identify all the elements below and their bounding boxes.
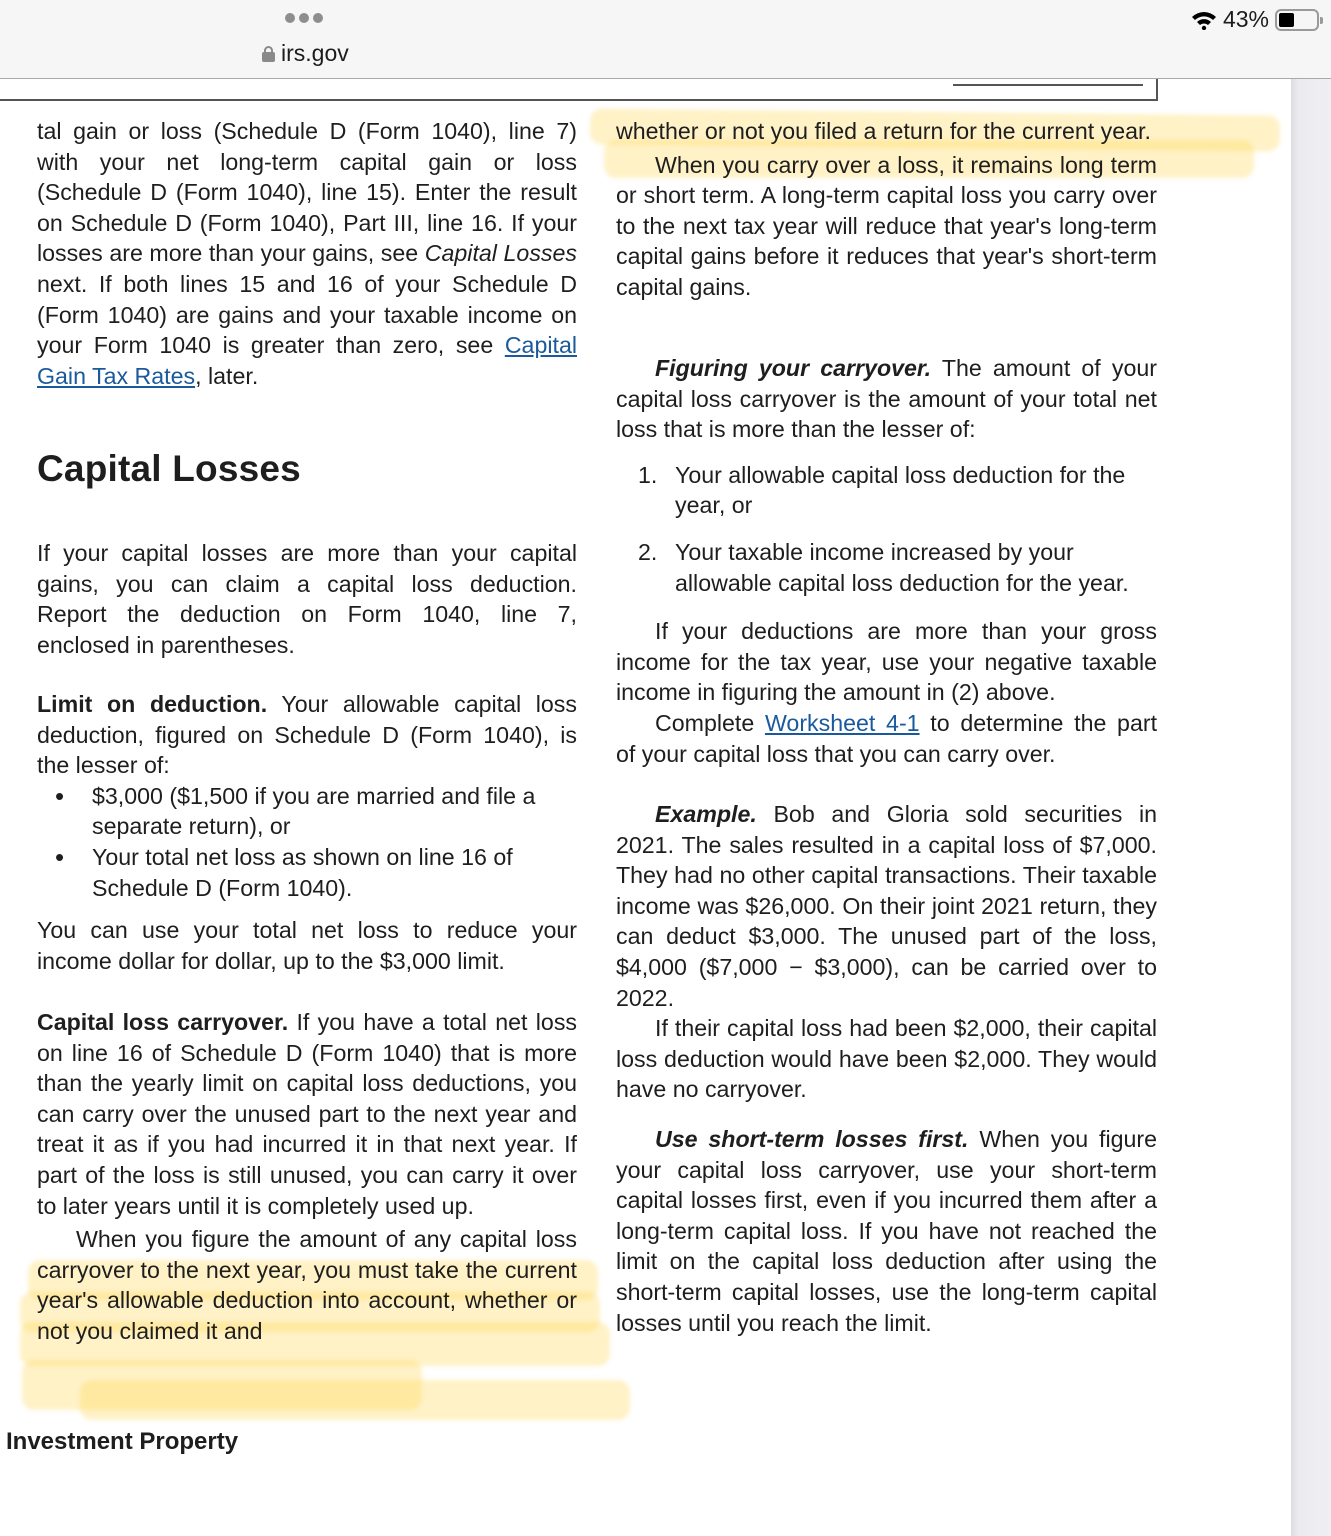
right-column	[616, 116, 1157, 303]
battery-percent: 43%	[1222, 6, 1269, 32]
form-entry-line	[953, 84, 1143, 86]
capital-losses-ref: Capital Losses	[424, 240, 577, 267]
section-heading: Capital Losses	[37, 448, 301, 489]
carryover-label: Capital loss carryover.	[37, 1009, 289, 1035]
short-term-label: Use short-term losses first.	[655, 1126, 969, 1152]
url-text: irs.gov	[281, 40, 349, 66]
short-term-section: Use short-term losses first. When you figure your capital loss carryover, use your short-term capital losses first, even if you incurred them after a long-term capital loss. If you have not reached the limit on the capital loss deduction after using the short-term capital losses, use the long-term capital losses until you reach the limit.	[616, 1126, 1157, 1336]
list-item: • $3,000 ($1,500 if you are married and file a separate return), or	[37, 781, 577, 842]
status-bar	[1191, 6, 1319, 33]
example-label: Example.	[655, 801, 757, 827]
wifi-icon	[1191, 10, 1217, 30]
limit-bullets	[37, 781, 577, 903]
section-intro: If your capital losses are more than your capital gains, you can claim a capital loss deduction. Report the deduction on Form 1040, line 7, enclosed in parentheses.	[37, 540, 577, 658]
list-item: 2. Your taxable income increased by your allowable capital loss deduction for the year.	[638, 538, 1129, 596]
capital-losses-section	[37, 448, 577, 489]
lesser-of-list	[616, 460, 1157, 598]
battery-icon	[1275, 9, 1319, 31]
worksheet-4-1-link[interactable]: Worksheet 4-1	[764, 709, 920, 736]
list-item: 1. Your allowable capital loss deduction for the year, or	[638, 461, 1126, 519]
browser-toolbar	[0, 0, 1331, 79]
example-followup: If their capital loss had been $2,000, their capital loss deduction would have been $2,000. They would have no carryover.	[616, 1015, 1157, 1103]
limit-label: Limit on deduction.	[37, 691, 268, 717]
negative-income-paragraph: If your deductions are more than your gross income for the tax year, use your negative taxable income in figuring the amount in (2) above.	[616, 618, 1157, 706]
form-box-edge	[0, 79, 1158, 101]
capital-loss-carryover: Capital loss carryover. If you have a total net loss on line 16 of Schedule D (Form 1040) that is more than the yearly limit on capital loss deductions, you can carry over the unused part to the next year and treat it as if you had incurred it in that next year. If part of the loss is still unused, you can carry it over to later years until it is completely used up. When you figure the amount of any capital loss carryover to the next year, you must take the current year's allowable deduction into account, whether or not you claimed it and	[37, 1007, 577, 1347]
highlighted-paragraph: When you figure the amount of any capital loss carryover to the next year, you must take the current year's allowable deduction into account, whether or not you claimed it and	[37, 1226, 577, 1344]
limit-on-deduction: Limit on deduction. Your allowable capital loss deduction, figured on Schedule D (Form 1040), is the lesser of: • $3,000 ($1,500 if you are married and file a separate return), or • Your total net loss as shown on line 16 of Schedule D (Form 1040). You can use your total net loss to reduce your income dollar for dollar, up to the $3,000 limit.	[37, 689, 577, 976]
battery-level-fill	[1279, 13, 1294, 27]
investment-property-heading: Investment Property	[6, 1428, 239, 1455]
figuring-label: Figuring your carryover.	[655, 355, 932, 381]
example-section: Example. Bob and Gloria sold securities in 2021. The sales resulted in a capital loss of $7,000. They had no other capital transactions. Their taxable income was $26,000. On their joint 2021 return, they can deduct $3,000. The unused part of the loss, $4,000 ($7,000 − $3,000), can be carried over to 2022. If their capital loss had been $2,000, their capital loss deduction would have been $2,000. They would have no carryover.	[616, 799, 1157, 1105]
left-column	[37, 116, 577, 391]
continued-highlighted-text: whether or not you filed a return for the current year.	[616, 118, 1151, 144]
intro-paragraph: tal gain or loss (Schedule D (Form 1040), line 7) with your net long-term capital gain or loss (Schedule D (Form 1040), line 15). Enter the result on Schedule D (Form 1040), Part III, line 16. If your losses are more than your gains, see Capital Losses next. If both lines 15 and 16 of your Schedule D (Form 1040) are gains and your taxable income on your Form 1040 is greater than zero, see Capital Gain Tax Rates, later.	[37, 118, 577, 389]
address-bar[interactable]	[262, 40, 349, 67]
remains-paragraph: When you carry over a loss, it remains long term or short term. A long-term capital loss you carry over to the next tax year will reduce that year's long-term capital gains before it reduces that year's short-term capital gains.	[616, 151, 1157, 300]
limit-after: You can use your total net loss to reduce your income dollar for dollar, up to the $3,000 limit.	[37, 917, 577, 974]
more-dots-icon[interactable]	[285, 13, 323, 23]
figuring-carryover: Figuring your carryover. The amount of your capital loss carryover is the amount of your total net loss that is more than the lesser of: 1. Your allowable capital loss deduction for the year, or 2. Your taxable income increased by your allowable capital loss deduction for the year. If your deductions are more than your gross income for the tax year, use your negative taxable income in figuring the amount in (2) above. Complete Worksheet 4-1 to determine the part of your capital loss that you can carry over.	[616, 355, 1158, 767]
capital-gain-tax-rates-link[interactable]: Capital Gain Tax Rates	[37, 332, 577, 389]
highlight-mark	[80, 1380, 630, 1420]
lock-icon	[262, 46, 275, 62]
page-scroll-gutter[interactable]	[1291, 79, 1331, 1536]
highlight-mark	[22, 1360, 422, 1410]
list-item: • Your total net loss as shown on line 16 of Schedule D (Form 1040).	[37, 842, 577, 903]
